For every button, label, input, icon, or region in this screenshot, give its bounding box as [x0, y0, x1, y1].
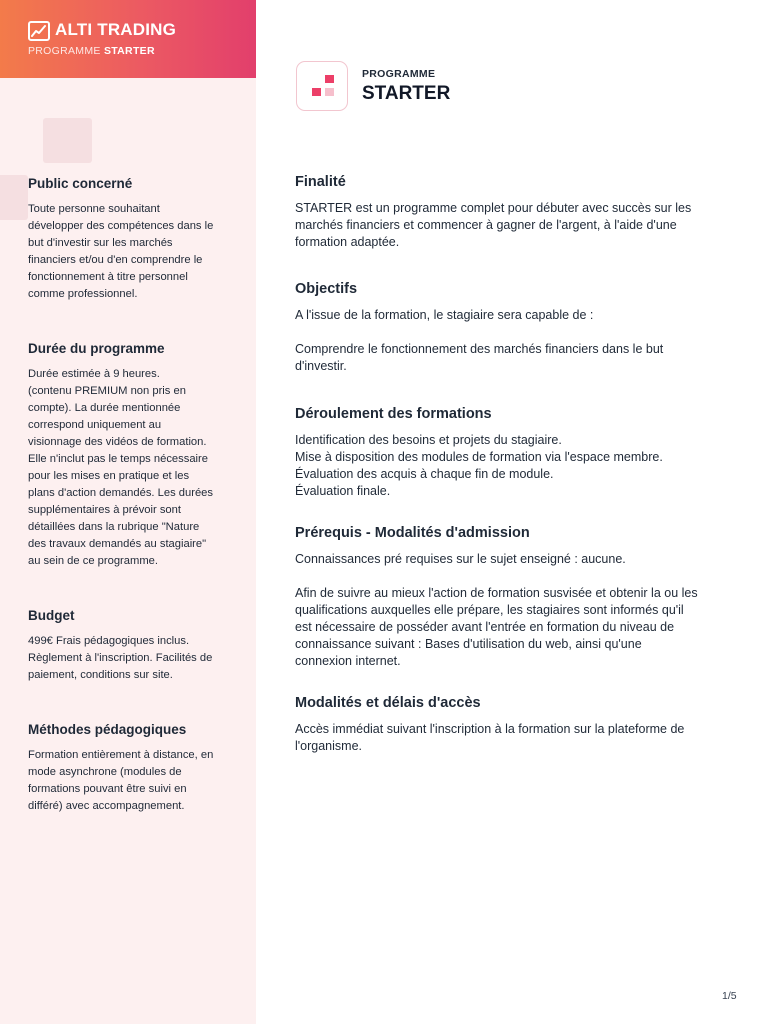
public-title: Public concerné	[28, 176, 133, 191]
objectifs-intro: A l'issue de la formation, le stagiaire sera capable de :	[295, 308, 594, 322]
deroulement-title: Déroulement des formations	[295, 406, 492, 422]
duree-title: Durée du programme	[28, 341, 165, 356]
brand-header	[0, 0, 256, 78]
page-number: 1/5	[722, 990, 737, 1002]
sidebar	[0, 0, 256, 1024]
acces-section	[295, 695, 745, 755]
brand-sub-name: STARTER	[103, 45, 155, 57]
public-section	[28, 176, 236, 303]
decorative-square	[0, 175, 28, 220]
deroulement-section	[295, 406, 745, 500]
blocks-icon	[296, 61, 348, 111]
duree-text: Durée estimée à 9 heures. (contenu PREMIUM non pris en compte). La durée mentionnée correspond uniquement au visionnage des vidéos de formation. Elle n'inclut pas le temps nécessaire pour les mises en pratique et les plans d'action demandés. Les durées supplémentaires à prévoir sont détaillées dans la rubrique "Nature des travaux demandés au stagiaire" au sein de ce programme.	[28, 368, 213, 567]
program-title: STARTER	[362, 83, 451, 104]
budget-section	[28, 608, 236, 684]
brand-subtitle	[28, 45, 155, 57]
finalite-section	[295, 174, 745, 251]
objectifs-title: Objectifs	[295, 281, 358, 297]
deroulement-text: Identification des besoins et projets du stagiaire. Mise à disposition des modules de formation via l'espace membre. Évaluation des acquis à chaque fin de module. Évaluation finale.	[295, 433, 663, 498]
prerequis-title: Prérequis - Modalités d'admission	[295, 525, 530, 541]
budget-title: Budget	[28, 608, 75, 623]
chart-trend-icon	[28, 21, 50, 41]
program-kicker: PROGRAMME	[362, 68, 436, 80]
decorative-square	[43, 118, 92, 163]
finalite-title: Finalité	[295, 174, 346, 190]
duree-section	[28, 341, 236, 570]
objectifs-section	[295, 281, 745, 375]
acces-title: Modalités et délais d'accès	[295, 695, 481, 711]
methodes-title: Méthodes pédagogiques	[28, 722, 187, 737]
finalite-text: STARTER est un programme complet pour débuter avec succès sur les marchés financiers et commencer à gagner de l'argent, à l'aide d'une formation adaptée.	[295, 201, 692, 249]
prerequis-section	[295, 525, 745, 670]
prerequis-text-1: Connaissances pré requises sur le sujet enseigné : aucune.	[295, 552, 626, 566]
methodes-section	[28, 722, 236, 815]
brand-name: ALTI TRADING	[55, 20, 177, 39]
brand-sub-prefix: PROGRAMME	[28, 45, 101, 57]
public-text: Toute personne souhaitant développer des compétences dans le but d'investir sur les marchés financiers et/ou d'en comprendre le fonctionnement à titre personnel comme professionnel.	[28, 203, 214, 300]
acces-text: Accès immédiat suivant l'inscription à la formation sur la plateforme de l'organisme.	[295, 722, 685, 753]
methodes-text: Formation entièrement à distance, en mode asynchrone (modules de formations pouvant être suivi en différé) avec accompagnement.	[28, 749, 214, 812]
budget-text: 499€ Frais pédagogiques inclus. Règlement à l'inscription. Facilités de paiement, conditions sur site.	[28, 635, 213, 681]
prerequis-text-2: Afin de suivre au mieux l'action de formation susvisée et obtenir la ou les qualifications auxquelles elle prépare, les stagiaires sont informés qu'il est nécessaire de posséder avant l'entrée en formation du niveau de connaissance suivant : Bases d'utilisation du web, ainsi qu'une connexion internet.	[295, 586, 698, 668]
objectifs-text: Comprendre le fonctionnement des marchés financiers dans le but d'investir.	[295, 342, 664, 373]
